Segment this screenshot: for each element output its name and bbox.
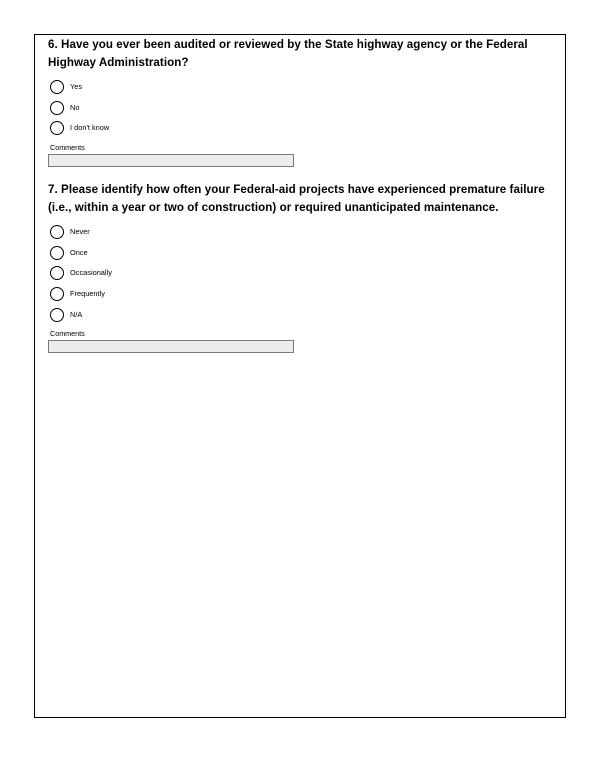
question-7-options	[48, 222, 558, 325]
option-label-occasionally: Occasionally	[70, 268, 112, 278]
option-na[interactable]	[50, 304, 558, 325]
question-6-options	[48, 77, 558, 139]
radio-button-no[interactable]	[50, 101, 64, 115]
option-label-frequently: Frequently	[70, 289, 105, 299]
question-7-title: 7. Please identify how often your Federal-aid projects have experienced premature failure (i.e., within a year or two of construction) or required unanticipated maintenance.	[48, 183, 545, 214]
option-label-dont-know: I don't know	[70, 123, 110, 133]
option-never[interactable]	[50, 222, 558, 243]
question-6-comments-label: Comments	[50, 142, 85, 152]
radio-button-never[interactable]	[50, 225, 64, 239]
question-6-title: 6. Have you ever been audited or reviewed by the State highway agency or the Federal Highway Administration?	[48, 38, 528, 69]
radio-button-frequently[interactable]	[50, 287, 64, 301]
question-6	[48, 36, 558, 167]
option-label-no: No	[70, 102, 80, 112]
option-label-never: Never	[70, 227, 90, 237]
radio-button-yes[interactable]	[50, 80, 64, 94]
radio-button-na[interactable]	[50, 308, 64, 322]
option-label-na: N/A	[70, 309, 83, 319]
question-7	[48, 181, 558, 353]
question-7-comments-label: Comments	[50, 328, 85, 338]
option-dont-know[interactable]	[50, 118, 558, 139]
option-label-yes: Yes	[70, 82, 83, 92]
radio-button-occasionally[interactable]	[50, 266, 64, 280]
option-frequently[interactable]	[50, 284, 558, 305]
option-no[interactable]	[50, 98, 558, 119]
option-once[interactable]	[50, 243, 558, 264]
question-7-comments-field[interactable]	[48, 340, 294, 353]
radio-button-dont-know[interactable]	[50, 121, 64, 135]
option-label-once: Once	[70, 247, 88, 257]
option-occasionally[interactable]	[50, 263, 558, 284]
option-yes[interactable]	[50, 77, 558, 98]
question-6-comments-field[interactable]	[48, 154, 294, 167]
radio-button-once[interactable]	[50, 246, 64, 260]
